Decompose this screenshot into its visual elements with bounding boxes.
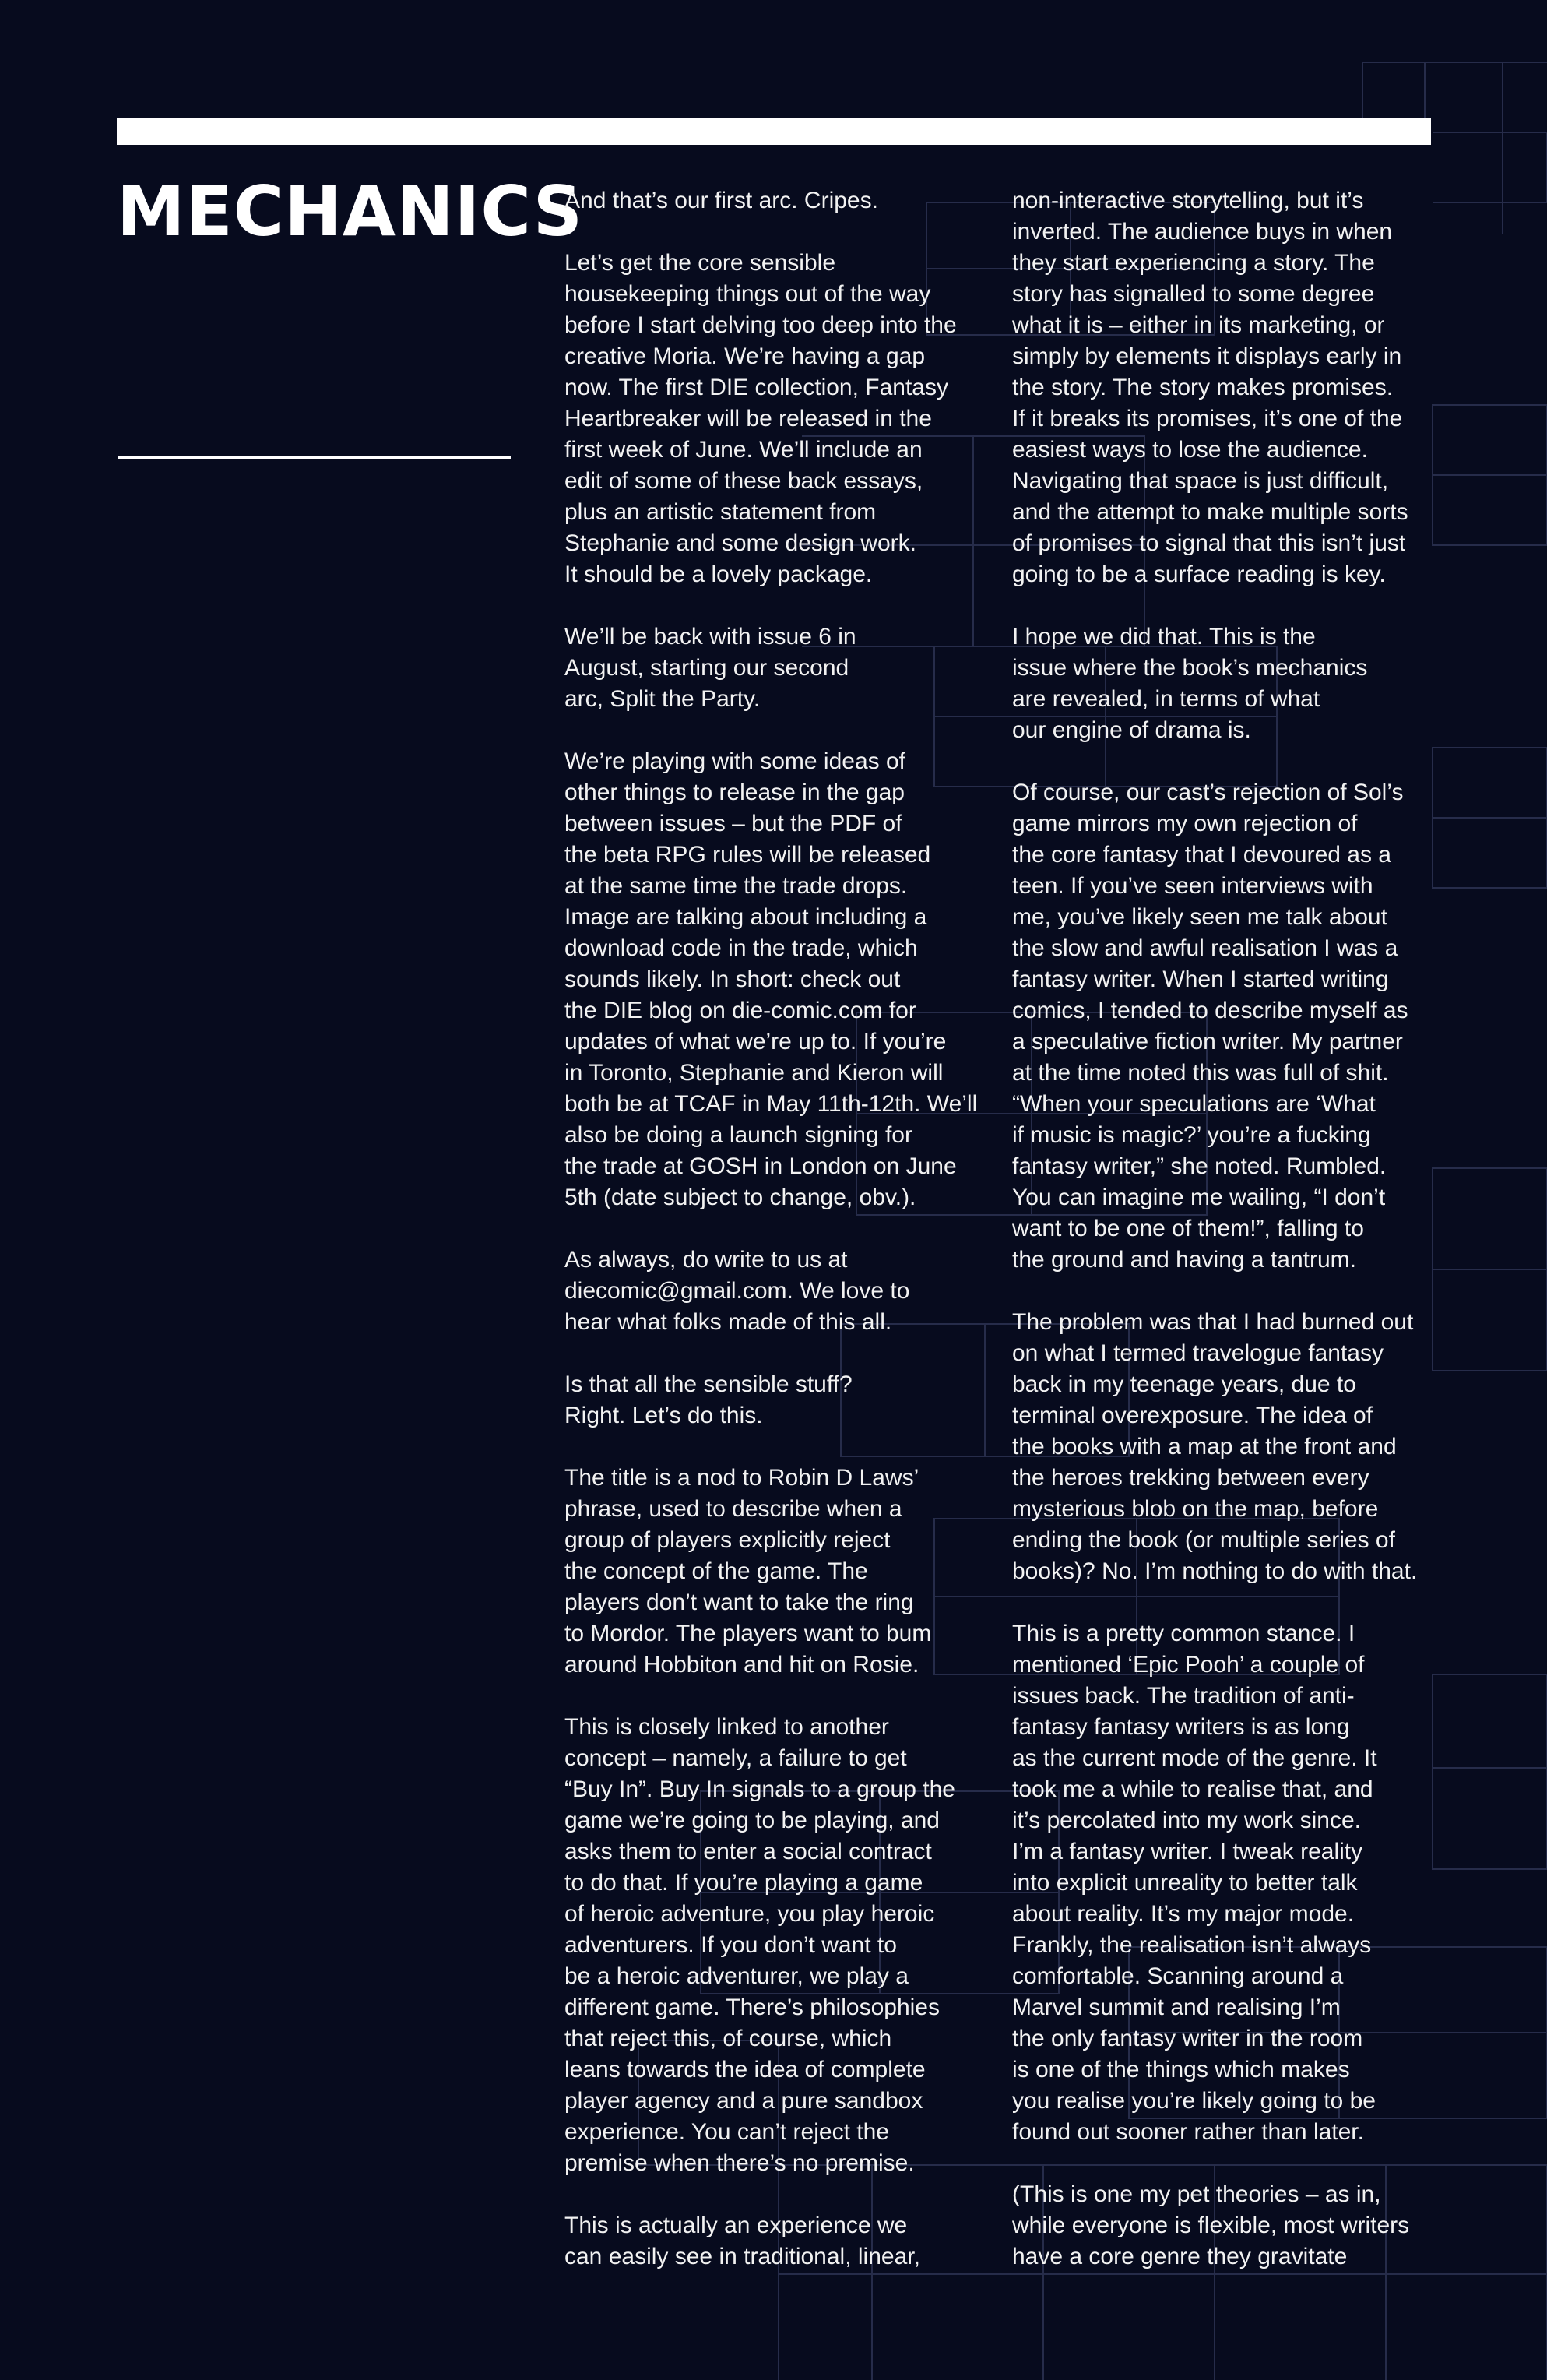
article-column-right — [1012, 185, 1448, 2304]
paragraph: We’re playing with some ideas of other things to release in the gap between issues – but the PDF of the beta RPG rules will be released at the same time the trade drops. Image are talking about including a download code in the trade, which sounds likely. In short: check out the DIE blog on die-comic.com for updates of what we’re up to. If you’re in Toronto, Stephanie and Kieron will both be at TCAF in May 11th-12th. We’ll also be doing a launch signing for the trade at GOSH in London on June 5th (date subject to change, obv.). — [564, 748, 978, 1210]
paragraph: I hope we did that. This is the issue where the book’s mechanics are revealed, in terms of what our engine of drama is. — [1012, 624, 1368, 743]
paragraph: And that’s our first arc. Cripes. — [564, 188, 878, 213]
title-underline — [118, 456, 511, 459]
page-title: MECHANICS — [117, 171, 584, 252]
paragraph: non-interactive storytelling, but it’s inverted. The audience buys in when they start experiencing a story. The story has signalled to some degree what it is – either in its marketing, or simply by elements it displays early in the story. The story makes promises. If it breaks its promises, it’s one of the easiest ways to lose the audience. Navigating that space is just difficult, and the attempt to make multiple sorts of promises to signal that this isn’t just going to be a surface reading is key. — [1012, 188, 1408, 587]
paragraph: The problem was that I had burned out on what I termed travelogue fantasy back in my teenage years, due to terminal overexposure. The idea of the books with a map at the front and the heroes trekking between every mysterious blob on the map, before ending the book (or multiple series of books)? No. I’m nothing to do with that. — [1012, 1309, 1418, 1584]
paragraph: The title is a nod to Robin D Laws’ phrase, used to describe when a group of players explicitly reject the concept of the game. The players don’t want to take the ring to Mordor. The players want to bum around Hobbiton and hit on Rosie. — [564, 1465, 932, 1678]
grid-line — [1433, 1674, 1547, 1869]
paragraph: This is a pretty common stance. I mentioned ‘Epic Pooh’ a couple of issues back. The tradition of anti- fantasy fantasy writers is as long as the current mode of the genre. It took me a while to realise that, and it’s percolated into my work since. I’m a fantasy writer. I tweak reality into explicit unreality to better talk about reality. It’s my major mode. Frankly, the realisation isn’t always comfortable. Scanning around a Marvel summit and realising I’m the only fantasy writer in the room is one of the things which makes you realise you’re likely going to be found out sooner rather than later. — [1012, 1621, 1377, 2145]
paragraph: Let’s get the core sensible housekeeping things out of the way before I start delving too deep into the creative Moria. We’re having a gap now. The first DIE collection, Fantasy Heartbreaker will be released in the first week of June. We’ll include an edit of some of these back essays, plus an artistic statement from Stephanie and some design work. It should be a lovely package. — [564, 250, 957, 587]
paragraph: We’ll be back with issue 6 in August, starting our second arc, Split the Party. — [564, 624, 856, 712]
grid-line — [1433, 132, 1547, 202]
paragraph: Of course, our cast’s rejection of Sol’s game mirrors my own rejection of the core fantasy that I devoured as a teen. If you’ve seen interviews with me, you’ve likely seen me talk about the slow and awful realisation I was a fantasy writer. When I started writing comics, I tended to describe myself as a speculative fiction writer. My partner at the time noted this was full of shit. “When your speculations are ‘What if music is magic?’ you’re a fucking fantasy writer,” she noted. Rumbled. You can imagine me wailing, “I don’t want to be one of them!”, falling to the ground and having a tantrum. — [1012, 780, 1408, 1273]
grid-line — [1433, 1168, 1547, 1371]
article-column-left — [564, 185, 997, 2304]
paragraph: This is actually an experience we can easily see in traditional, linear, — [564, 2213, 920, 2269]
paragraph: (This is one my pet theories – as in, while everyone is flexible, most writers have a core genre they gravitate — [1012, 2181, 1410, 2269]
grid-line — [1433, 748, 1547, 888]
top-rule — [117, 118, 1431, 145]
grid-line — [1433, 405, 1547, 545]
paragraph: This is closely linked to another concept – namely, a failure to get “Buy In”. Buy In signals to a group the game we’re going to be playing, and asks them to enter a social contract to do that. If you’re playing a game of heroic adventure, you play heroic adventurers. If you don’t want to be a heroic adventurer, we play a different game. There’s philosophies that reject this, of course, which leans towards the idea of complete player agency and a pure sandbox experience. You can’t reject the premise when there’s no premise. — [564, 1714, 955, 2176]
paragraph: As always, do write to us at diecomic@gmail.com. We love to hear what folks made of this all. — [564, 1247, 910, 1335]
paragraph: Is that all the sensible stuff? Right. Let’s do this. — [564, 1371, 853, 1428]
